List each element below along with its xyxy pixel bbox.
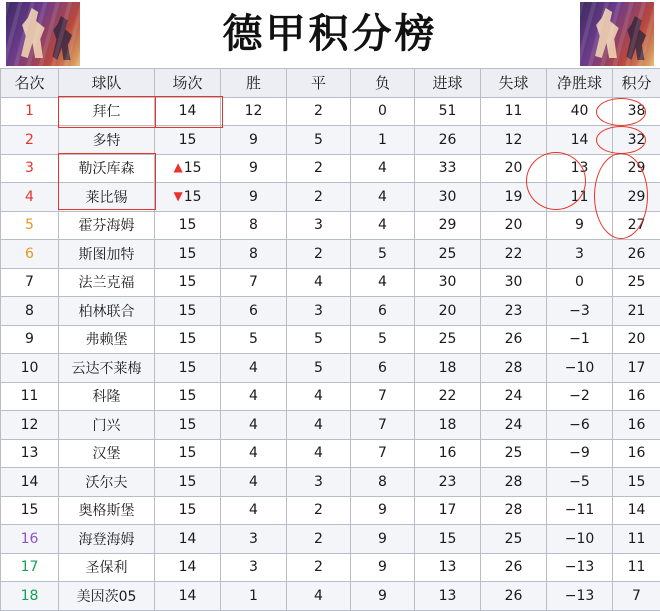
table-row (1, 468, 660, 497)
cell-goals-against: 26 (481, 553, 547, 582)
cell-win: 9 (221, 183, 287, 212)
cell-played: 14 (155, 553, 221, 582)
cell-lose: 7 (351, 411, 415, 440)
cell-lose: 9 (351, 582, 415, 611)
cell-team: 霍芬海姆 (59, 211, 155, 240)
cell-goal-diff: 11 (547, 183, 613, 212)
cell-team: 沃尔夫 (59, 468, 155, 497)
cell-goals-for: 18 (415, 354, 481, 383)
cell-draw: 4 (287, 582, 351, 611)
cell-team: 柏林联合 (59, 297, 155, 326)
cell-goals-for: 20 (415, 297, 481, 326)
table-row (1, 126, 660, 155)
table-row (1, 325, 660, 354)
cell-points: 26 (613, 240, 660, 269)
cell-draw: 4 (287, 439, 351, 468)
cell-rank: 1 (1, 97, 59, 126)
cell-played: 15 (155, 240, 221, 269)
cell-lose: 4 (351, 211, 415, 240)
table-row (1, 354, 660, 383)
cell-win: 4 (221, 496, 287, 525)
cell-points: 29 (613, 183, 660, 212)
cell-draw: 5 (287, 126, 351, 155)
cell-rank: 16 (1, 525, 59, 554)
cell-goal-diff: −11 (547, 496, 613, 525)
cell-rank: 9 (1, 325, 59, 354)
cell-points: 7 (613, 582, 660, 611)
cell-goals-for: 30 (415, 268, 481, 297)
cell-played: 15 (155, 496, 221, 525)
cell-played: 15 (155, 325, 221, 354)
arrow-up-icon: ▲ (173, 161, 182, 173)
cell-goal-diff: −10 (547, 354, 613, 383)
cell-goals-for: 25 (415, 240, 481, 269)
cell-draw: 2 (287, 553, 351, 582)
cell-goals-against: 28 (481, 468, 547, 497)
table-body (1, 97, 660, 610)
cell-goals-against: 26 (481, 325, 547, 354)
cell-team: 拜仁 (59, 97, 155, 126)
cell-win: 4 (221, 354, 287, 383)
cell-goal-diff: 0 (547, 268, 613, 297)
cell-goals-against: 25 (481, 439, 547, 468)
col-win: 胜 (221, 69, 287, 98)
col-lose: 负 (351, 69, 415, 98)
cell-lose: 9 (351, 496, 415, 525)
col-draw: 平 (287, 69, 351, 98)
cell-goal-diff: −13 (547, 553, 613, 582)
cell-goal-diff: 14 (547, 126, 613, 155)
basketball-player-logo-left (6, 2, 80, 66)
cell-points: 27 (613, 211, 660, 240)
cell-goal-diff: 3 (547, 240, 613, 269)
cell-rank: 17 (1, 553, 59, 582)
cell-team: 勒沃库森 (59, 154, 155, 183)
cell-win: 5 (221, 325, 287, 354)
cell-team: 美因茨05 (59, 582, 155, 611)
cell-win: 8 (221, 211, 287, 240)
cell-goals-against: 24 (481, 411, 547, 440)
cell-goal-diff: −2 (547, 382, 613, 411)
cell-played: 15 (155, 268, 221, 297)
cell-goal-diff: −10 (547, 525, 613, 554)
cell-points: 16 (613, 411, 660, 440)
cell-points: 11 (613, 553, 660, 582)
cell-goal-diff: −13 (547, 582, 613, 611)
cell-win: 3 (221, 525, 287, 554)
cell-points: 15 (613, 468, 660, 497)
cell-team: 法兰克福 (59, 268, 155, 297)
cell-played: 15 (155, 211, 221, 240)
cell-rank: 15 (1, 496, 59, 525)
table-row (1, 97, 660, 126)
cell-team: 多特 (59, 126, 155, 155)
cell-goals-against: 30 (481, 268, 547, 297)
cell-draw: 3 (287, 468, 351, 497)
cell-goals-for: 33 (415, 154, 481, 183)
table-row (1, 382, 660, 411)
cell-lose: 7 (351, 439, 415, 468)
cell-rank: 3 (1, 154, 59, 183)
table-row (1, 439, 660, 468)
cell-lose: 8 (351, 468, 415, 497)
cell-draw: 2 (287, 97, 351, 126)
col-points: 积分 (613, 69, 660, 98)
col-played: 场次 (155, 69, 221, 98)
cell-points: 17 (613, 354, 660, 383)
cell-points: 32 (613, 126, 660, 155)
cell-rank: 7 (1, 268, 59, 297)
cell-team: 汉堡 (59, 439, 155, 468)
cell-played: ▼15 (155, 183, 221, 212)
cell-played: 15 (155, 411, 221, 440)
page-header (0, 0, 660, 68)
table-row (1, 211, 660, 240)
cell-played: 15 (155, 439, 221, 468)
cell-draw: 4 (287, 268, 351, 297)
cell-goal-diff: −9 (547, 439, 613, 468)
cell-goals-against: 11 (481, 97, 547, 126)
cell-points: 16 (613, 382, 660, 411)
cell-lose: 6 (351, 297, 415, 326)
cell-rank: 12 (1, 411, 59, 440)
cell-win: 6 (221, 297, 287, 326)
cell-lose: 4 (351, 183, 415, 212)
cell-played: 15 (155, 354, 221, 383)
cell-goals-for: 29 (415, 211, 481, 240)
table-row (1, 496, 660, 525)
cell-points: 25 (613, 268, 660, 297)
cell-draw: 2 (287, 240, 351, 269)
cell-rank: 13 (1, 439, 59, 468)
cell-goal-diff: 40 (547, 97, 613, 126)
cell-team: 莱比锡 (59, 183, 155, 212)
cell-team: 门兴 (59, 411, 155, 440)
cell-goal-diff: −3 (547, 297, 613, 326)
cell-points: 21 (613, 297, 660, 326)
cell-points: 11 (613, 525, 660, 554)
table-header-row (1, 69, 660, 98)
cell-lose: 5 (351, 240, 415, 269)
table-row (1, 411, 660, 440)
cell-goals-against: 26 (481, 582, 547, 611)
table-row (1, 297, 660, 326)
table-row (1, 553, 660, 582)
cell-lose: 0 (351, 97, 415, 126)
standings-table (0, 68, 660, 611)
cell-points: 14 (613, 496, 660, 525)
cell-win: 4 (221, 468, 287, 497)
cell-rank: 14 (1, 468, 59, 497)
cell-goal-diff: −1 (547, 325, 613, 354)
cell-points: 38 (613, 97, 660, 126)
table-row (1, 525, 660, 554)
cell-goals-for: 23 (415, 468, 481, 497)
cell-draw: 2 (287, 496, 351, 525)
cell-team: 奥格斯堡 (59, 496, 155, 525)
cell-goals-for: 22 (415, 382, 481, 411)
col-goal-diff: 净胜球 (547, 69, 613, 98)
cell-team: 云达不莱梅 (59, 354, 155, 383)
cell-rank: 11 (1, 382, 59, 411)
cell-goals-against: 23 (481, 297, 547, 326)
table-row (1, 582, 660, 611)
cell-rank: 6 (1, 240, 59, 269)
cell-win: 4 (221, 382, 287, 411)
cell-goals-against: 25 (481, 525, 547, 554)
cell-lose: 9 (351, 553, 415, 582)
cell-played: 14 (155, 97, 221, 126)
cell-goal-diff: −6 (547, 411, 613, 440)
cell-goals-for: 25 (415, 325, 481, 354)
cell-goals-against: 22 (481, 240, 547, 269)
table-row (1, 183, 660, 212)
cell-lose: 7 (351, 382, 415, 411)
cell-goals-for: 16 (415, 439, 481, 468)
cell-played: ▲15 (155, 154, 221, 183)
cell-goal-diff: 13 (547, 154, 613, 183)
cell-lose: 4 (351, 268, 415, 297)
cell-draw: 4 (287, 382, 351, 411)
cell-points: 20 (613, 325, 660, 354)
cell-goals-for: 13 (415, 553, 481, 582)
cell-goals-against: 24 (481, 382, 547, 411)
cell-lose: 1 (351, 126, 415, 155)
cell-goals-for: 17 (415, 496, 481, 525)
cell-goals-for: 51 (415, 97, 481, 126)
col-rank: 名次 (1, 69, 59, 98)
logo-stripes (580, 2, 654, 66)
cell-win: 4 (221, 439, 287, 468)
cell-win: 12 (221, 97, 287, 126)
cell-played: 15 (155, 468, 221, 497)
cell-goals-for: 18 (415, 411, 481, 440)
cell-team: 斯图加特 (59, 240, 155, 269)
cell-goals-for: 13 (415, 582, 481, 611)
cell-win: 1 (221, 582, 287, 611)
cell-goals-against: 20 (481, 211, 547, 240)
table-row (1, 154, 660, 183)
cell-win: 8 (221, 240, 287, 269)
cell-goal-diff: −5 (547, 468, 613, 497)
cell-draw: 5 (287, 354, 351, 383)
page-title: 德甲积分榜 (223, 14, 438, 54)
col-goals-against: 失球 (481, 69, 547, 98)
cell-goals-against: 19 (481, 183, 547, 212)
cell-played: 15 (155, 382, 221, 411)
cell-win: 9 (221, 126, 287, 155)
cell-team: 海登海姆 (59, 525, 155, 554)
cell-goals-for: 15 (415, 525, 481, 554)
col-goals-for: 进球 (415, 69, 481, 98)
cell-goal-diff: 9 (547, 211, 613, 240)
cell-draw: 2 (287, 183, 351, 212)
cell-goals-against: 28 (481, 496, 547, 525)
cell-lose: 5 (351, 325, 415, 354)
cell-draw: 5 (287, 325, 351, 354)
table-row (1, 240, 660, 269)
cell-played: 14 (155, 525, 221, 554)
cell-played: 15 (155, 126, 221, 155)
cell-goals-against: 28 (481, 354, 547, 383)
cell-lose: 4 (351, 154, 415, 183)
cell-goals-for: 30 (415, 183, 481, 212)
cell-points: 16 (613, 439, 660, 468)
cell-draw: 4 (287, 411, 351, 440)
cell-team: 科隆 (59, 382, 155, 411)
logo-stripes (6, 2, 80, 66)
cell-draw: 3 (287, 211, 351, 240)
cell-draw: 2 (287, 154, 351, 183)
cell-rank: 2 (1, 126, 59, 155)
cell-win: 9 (221, 154, 287, 183)
cell-win: 7 (221, 268, 287, 297)
cell-played: 14 (155, 582, 221, 611)
cell-win: 3 (221, 553, 287, 582)
cell-goals-against: 20 (481, 154, 547, 183)
basketball-player-logo-right (580, 2, 654, 66)
cell-rank: 18 (1, 582, 59, 611)
cell-lose: 6 (351, 354, 415, 383)
cell-played: 15 (155, 297, 221, 326)
col-team: 球队 (59, 69, 155, 98)
table-row (1, 268, 660, 297)
cell-win: 4 (221, 411, 287, 440)
cell-rank: 10 (1, 354, 59, 383)
cell-rank: 8 (1, 297, 59, 326)
cell-goals-for: 26 (415, 126, 481, 155)
cell-rank: 4 (1, 183, 59, 212)
cell-rank: 5 (1, 211, 59, 240)
cell-goals-against: 12 (481, 126, 547, 155)
cell-lose: 9 (351, 525, 415, 554)
cell-team: 弗赖堡 (59, 325, 155, 354)
cell-points: 29 (613, 154, 660, 183)
cell-draw: 2 (287, 525, 351, 554)
arrow-down-icon: ▼ (173, 190, 182, 202)
cell-team: 圣保利 (59, 553, 155, 582)
cell-draw: 3 (287, 297, 351, 326)
